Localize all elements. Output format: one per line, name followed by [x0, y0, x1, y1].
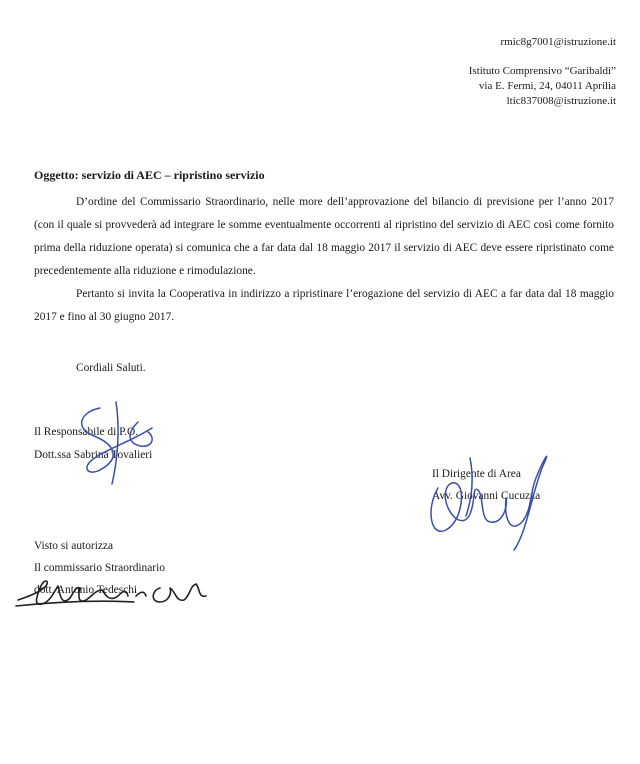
commissario-name: dott. Antonio Tedeschi [34, 584, 138, 596]
dirigente-signature [420, 438, 570, 568]
recipient-email: rmic8g7001@istruzione.it [500, 36, 616, 48]
commissario-signature [14, 566, 214, 616]
responsabile-signature [60, 398, 180, 488]
body-paragraph-1 [34, 191, 614, 283]
responsabile-name: Dott.ssa Sabrina Tovalieri [34, 449, 153, 461]
recipient-name: Istituto Comprensivo “Garibaldi” [468, 65, 616, 77]
dirigente-title: Il Dirigente di Area [432, 468, 521, 480]
dirigente-name: Avv. Giovanni Cucuzza [432, 490, 541, 502]
paragraph-2-text: Pertanto si invita la Cooperativa in indirizzo a ripristinare l’erogazione del servizio di AEC a far data dal 18 maggio 2017 e fino al 30 giugno 2017. [34, 288, 614, 323]
subject-line: Oggetto: servizio di AEC – ripristino servizio [34, 168, 265, 182]
commissario-title: Il commissario Straordinario [34, 562, 165, 574]
responsabile-title: Il Responsabile di P.O. [34, 426, 139, 438]
body-paragraph-2 [34, 283, 614, 329]
closing-salutation: Cordiali Saluti. [76, 362, 146, 374]
visto-note: Visto si autorizza [34, 540, 114, 552]
recipient-address-block [469, 64, 616, 109]
paragraph-1-text: D’ordine del Commissario Straordinario, nelle more dell’approvazione del bilancio di previsione per l’anno 2017 (con il quale si provvederà ad integrare le somme eventualmente occorrenti al ripristino del servizio di AEC così come fornito prima della riduzione operata) si comunica che a far data dal 18 maggio 2017 il servizio di AEC deve essere ripristinato come precedentemente alla riduzione e rimodulazione. [34, 196, 614, 277]
recipient-address: via E. Fermi, 24, 04011 Aprilia [478, 80, 616, 92]
recipient-email-secondary: ltic837008@istruzione.it [506, 95, 616, 107]
